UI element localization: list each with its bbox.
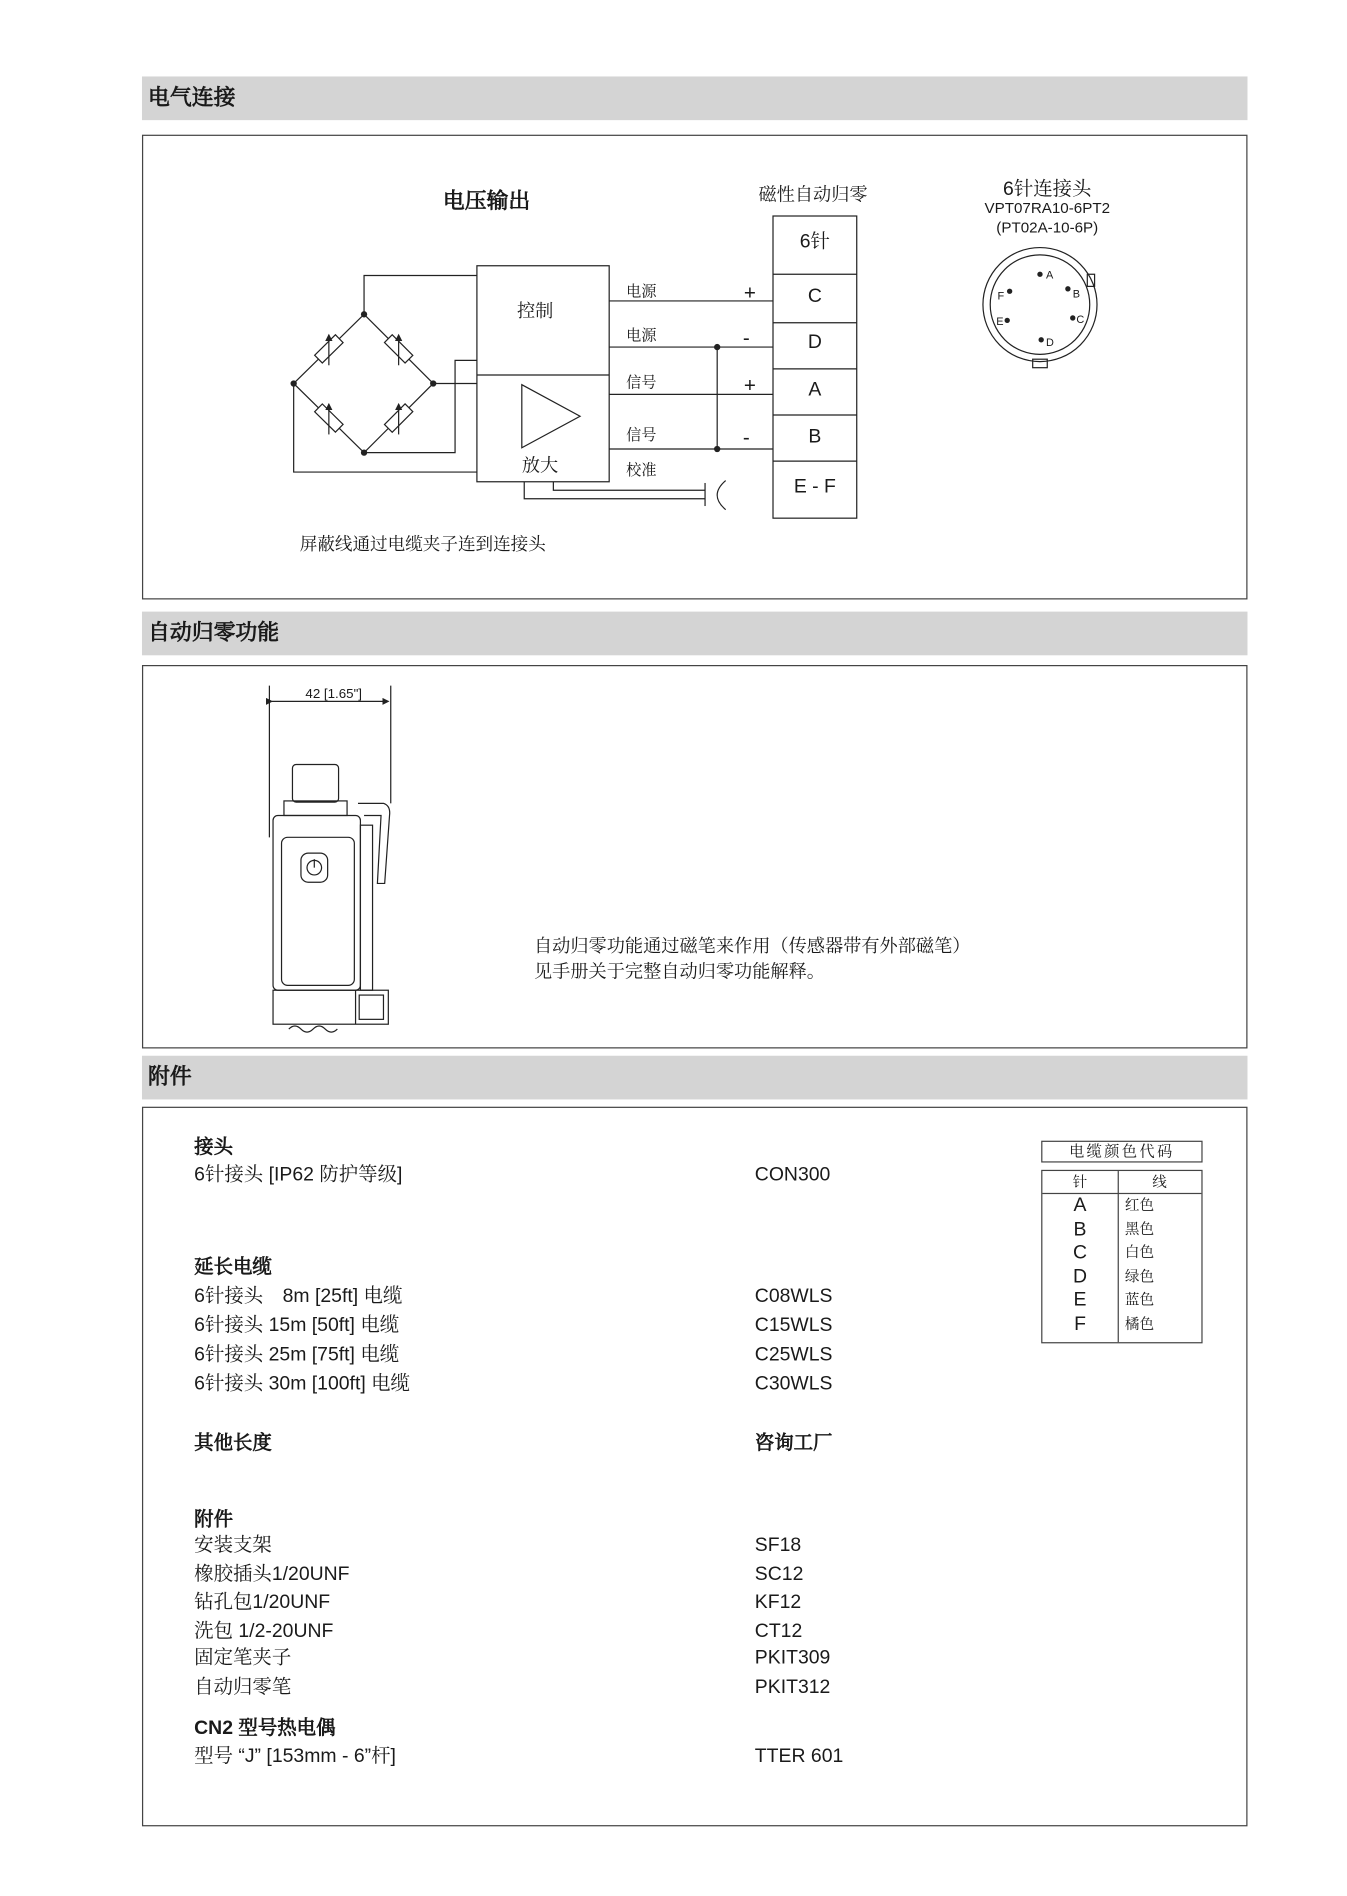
item-name: 钻孔包1/20UNF <box>194 1592 331 1613</box>
wire-label-signal: 信号 <box>626 426 657 444</box>
other-lengths-note: 咨询工厂 <box>754 1433 833 1454</box>
autozero-description: 自动归零功能通过磁笔来作用（传感器带有外部磁笔） <box>533 935 971 956</box>
item-name: 6针接头 [IP62 防护等级] <box>194 1164 403 1186</box>
connector-face-icon <box>983 248 1097 368</box>
pin-table <box>773 216 857 518</box>
table-row <box>1042 1265 1201 1289</box>
column-header-pin: 针 <box>1072 1173 1088 1191</box>
polarity-sign: - <box>742 326 750 350</box>
wire-color: 白色 <box>1124 1244 1155 1262</box>
bridge-wire <box>364 360 477 452</box>
connector-pin-label: F <box>997 290 1005 303</box>
item-code: KF12 <box>754 1592 802 1613</box>
wire-calibration <box>553 482 705 490</box>
pin-letter: A <box>1073 1195 1087 1216</box>
wire-label-calibration: 校准 <box>626 462 657 480</box>
sensor-side-strip <box>360 825 372 990</box>
group-heading-connector: 接头 <box>194 1137 234 1158</box>
item-code: PKIT309 <box>754 1647 831 1669</box>
pin-letter: E <box>1073 1290 1087 1312</box>
polarity-sign: - <box>742 426 750 450</box>
item-name: 6针接头 8m [25ft] 电缆 <box>194 1286 403 1307</box>
item-name: 6针接头 15m [50ft] 电缆 <box>194 1315 400 1337</box>
item-code: TTER 601 <box>754 1746 844 1767</box>
junction-dot <box>714 344 720 350</box>
section-title-accessories: 附件 <box>148 1064 192 1089</box>
sensor-base-block <box>359 995 383 1019</box>
item-name: 型号 “J” [153mm - 6”杆] <box>194 1746 396 1767</box>
connector-pin <box>1007 289 1012 294</box>
table-header-row <box>1042 1171 1201 1194</box>
item-code: CON300 <box>754 1164 831 1186</box>
polarity-sign: + <box>743 373 756 397</box>
strain-gauge-bridge <box>291 311 437 456</box>
connector-pin-label: D <box>1046 336 1054 349</box>
pin-letter: F <box>1074 1314 1086 1335</box>
item-code: C08WLS <box>754 1286 833 1307</box>
sensor-clip <box>358 803 390 883</box>
group-heading-cables: 延长电缆 <box>194 1257 272 1278</box>
junction-dot <box>714 446 720 452</box>
wire-color: 蓝色 <box>1124 1291 1155 1309</box>
item-code: PKIT312 <box>754 1677 831 1698</box>
sensor-connector <box>292 765 338 803</box>
control-label: 控制 <box>516 301 554 322</box>
connector-pin-label: B <box>1072 288 1081 301</box>
item-code: SF18 <box>754 1535 802 1556</box>
amp-label: 放大 <box>521 455 559 476</box>
control-amp-block <box>477 266 609 482</box>
item-code: CT12 <box>754 1621 803 1642</box>
connector-pin <box>1065 286 1070 291</box>
table-row <box>1042 1313 1201 1337</box>
diagram-title: 电压输出 <box>442 188 531 214</box>
item-name: 安装支架 <box>194 1535 272 1556</box>
item-name: 洗包 1/2-20UNF <box>194 1621 334 1642</box>
table-row <box>1042 1194 1201 1218</box>
pin-letter: D <box>1073 1266 1088 1288</box>
amplifier-triangle-icon <box>522 385 580 448</box>
connector-pin <box>1039 337 1044 342</box>
item-name: 固定笔夹子 <box>194 1647 292 1669</box>
sensor-nut <box>284 801 347 816</box>
item-code: C25WLS <box>754 1344 833 1366</box>
wire-label-power: 电源 <box>626 283 657 301</box>
section-title-autozero: 自动归零功能 <box>148 620 280 645</box>
pin-cell: D <box>807 331 822 354</box>
item-code: C15WLS <box>754 1315 833 1337</box>
connector-pin <box>1005 318 1010 323</box>
wire-label-signal: 信号 <box>626 374 657 392</box>
wire-color: 黑色 <box>1124 1220 1155 1238</box>
connector-pin-label: E <box>996 316 1004 329</box>
table-row <box>1042 1218 1201 1242</box>
pin-table-title: 磁性自动归零 <box>758 184 868 205</box>
pin-cell: A <box>808 378 822 401</box>
wire-label-power: 电源 <box>626 327 657 345</box>
table-row <box>1042 1242 1201 1266</box>
table-row <box>1042 1289 1201 1313</box>
item-name: 6针接头 30m [100ft] 电缆 <box>194 1373 410 1395</box>
wire-color: 绿色 <box>1124 1267 1155 1285</box>
item-name: 橡胶插头1/20UNF <box>194 1564 350 1585</box>
shield-note: 屏蔽线通过电缆夹子连到连接头 <box>299 533 546 554</box>
dimension-label: 42 [1.65"] <box>305 685 363 701</box>
connector-shell <box>983 248 1097 362</box>
pin-table-header: 6针 <box>799 230 830 253</box>
wire-color: 红色 <box>1124 1196 1155 1214</box>
group-heading-thermocouple: CN2 型号热电偶 <box>194 1718 336 1739</box>
autozero-description: 见手册关于完整自动归零功能解释。 <box>533 961 825 982</box>
pin-letter: C <box>1073 1242 1088 1264</box>
item-name: 自动归零笔 <box>194 1677 292 1698</box>
connector-title: 6针连接头 <box>1003 178 1092 201</box>
connector-part-number: VPT07RA10-6PT2 <box>984 199 1111 217</box>
connector-pin <box>1070 315 1075 320</box>
polarity-sign: + <box>743 281 756 305</box>
connector-pin <box>1037 272 1042 277</box>
pin-cell: E - F <box>793 475 836 498</box>
wire-color: 橘色 <box>1124 1315 1155 1333</box>
cable-color-table <box>1041 1170 1202 1344</box>
pin-cell: C <box>807 284 822 307</box>
connector-alt-part-number: (PT02A-10-6P) <box>996 219 1099 237</box>
sensor-body <box>273 815 360 990</box>
item-code: C30WLS <box>754 1373 833 1395</box>
item-code: SC12 <box>754 1564 804 1585</box>
pin-cell: B <box>808 425 822 448</box>
section-title-electrical: 电气连接 <box>148 84 236 110</box>
group-heading-other-lengths: 其他长度 <box>194 1433 272 1454</box>
connector-key-tab <box>1033 359 1048 367</box>
column-header-wire: 线 <box>1152 1173 1167 1191</box>
pin-letter: B <box>1073 1219 1087 1240</box>
item-name: 6针接头 25m [75ft] 电缆 <box>194 1344 400 1366</box>
calibration-magnet-icon <box>717 481 725 510</box>
connector-pin-label: C <box>1076 313 1085 326</box>
sensor-side-view <box>269 686 390 1032</box>
break-line <box>289 1026 338 1032</box>
bridge-wire <box>294 383 477 472</box>
bridge-outline <box>294 314 434 452</box>
bridge-wire <box>364 275 477 314</box>
group-heading-accessories: 附件 <box>194 1509 234 1531</box>
sensor-panel <box>282 837 355 985</box>
table-column-divider <box>1118 1171 1119 1342</box>
cable-color-table-title: 电缆颜色代码 <box>1041 1141 1202 1163</box>
connector-pin-label: A <box>1046 269 1054 282</box>
